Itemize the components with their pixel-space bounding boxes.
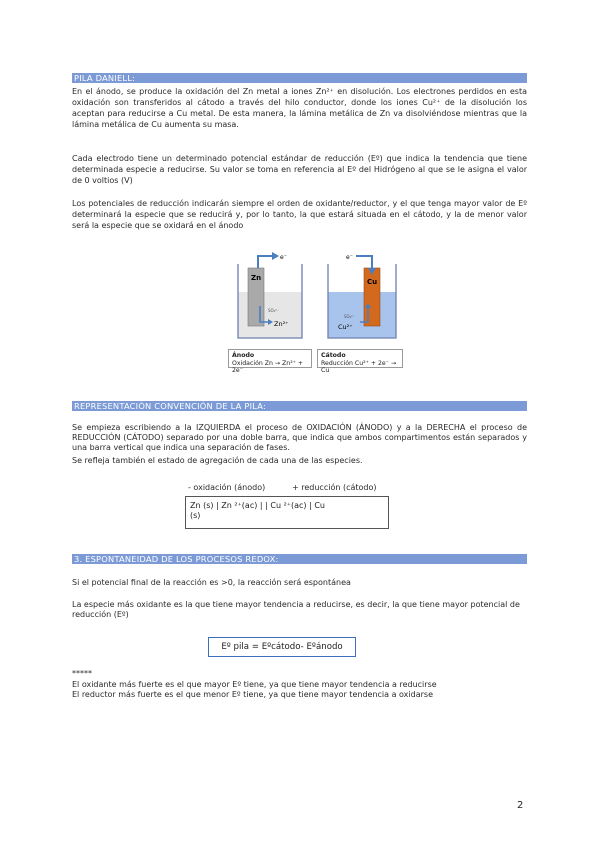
paragraph-anode-oxidation: En el ánodo, se produce la oxidación del Zn metal a iones Zn²⁺ en disolución. Los electrones perdidos en esta oxidación son transferidos al cátodo a través del hilo conductor, donde los iones Cu²⁺ de la disolución los aceptan para reducirse a Cu metal. De esta manera, la lámina metálica de Zn va disolviéndose mientras que la lámina metálica de Cu aumenta su masa. [72, 87, 527, 129]
cathode-title: Cátodo [321, 352, 346, 359]
cell-potential-formula: Eº pila = Eºcátodo- Eºánodo [208, 637, 356, 657]
section-header-representacion: REPRESENTACIÓN CONVENCIÓN DE LA PILA: [72, 401, 527, 411]
paragraph-strongest-oxidant: El oxidante más fuerte es el que mayor Eº tiene, ya que tiene mayor tendencia a reducirse [72, 680, 437, 689]
cathode-note [317, 349, 403, 374]
paragraph-convention: Se empieza escribiendo a la IZQUIERDA el proceso de OXIDACIÓN (ÁNODO) y a la DERECHA el proceso de REDUCCIÓN (CÁTODO) separado por una doble barra, que indica que ambos compartimentos están separados y una barra vertical que indica una separación de fases. [72, 423, 527, 452]
cu-ion-label: Cu²⁺ [338, 323, 353, 331]
paragraph-reduction-potentials: Los potenciales de reducción indicarán siempre el orden de oxidante/reductor, y el que tenga mayor valor de Eº determinará la especie que se reducirá y, por lo tanto, la que estará situada en el cátodo, y la de menor valor será la especie que se oxidará en el ánodo [72, 199, 527, 230]
wire-right [356, 256, 372, 268]
section-header-espontaneidad: 3. ESPONTANEIDAD DE LOS PROCESOS REDOX: [72, 554, 527, 564]
cu-electrode-label: Cu [367, 278, 378, 286]
cu-sulfate-label: SO₄²⁻ [344, 314, 356, 319]
cell-notation-line: Zn (s) | Zn ²⁺(ac) | | Cu ²⁺(ac) | Cu [190, 501, 325, 510]
wire-left [258, 256, 272, 268]
cathode-equation: Reducción Cu²⁺ + 2e⁻ → Cu [321, 359, 397, 374]
label-oxidation-anode: - oxidación (ánodo) [188, 483, 266, 492]
paragraph-spontaneity: Si el potencial final de la reacción es >0, la reacción será espontánea [72, 578, 351, 587]
anode-title: Ánodo [232, 352, 255, 359]
zn-sulfate-label: SO₄²⁻ [268, 308, 280, 313]
page-number: 2 [517, 800, 524, 811]
anode-equation: Oxidación Zn → Zn²⁺ + 2e⁻ [232, 359, 304, 374]
cell-notation-box [185, 496, 389, 529]
zn-ion-label: Zn²⁺ [274, 320, 289, 328]
paragraph-oxidizing-species: La especie más oxidante es la que tiene mayor tendencia a reducirse, es decir, la que tiene mayor potencial de reducción (Eº) [72, 600, 520, 619]
electron-label-left: e⁻ [280, 254, 287, 261]
zn-electrode-label: Zn [251, 274, 262, 282]
cu-electrode [364, 268, 380, 326]
cu-solution [328, 292, 396, 338]
anode-note [228, 349, 312, 374]
paragraph-standard-potential: Cada electrodo tiene un determinado potencial estándar de reducción (Eº) que indica la tendencia que tiene determinada especie a reducirse. Su valor se toma en referencia al Eº del Hidrógeno al que se le asigna el valor de 0 voltios (V) [72, 154, 527, 185]
cell-notation-line-2: (s) [190, 511, 201, 520]
section-header-pila-daniell: PILA DANIELL: [72, 73, 527, 83]
label-reduction-cathode: + reducción (cátodo) [292, 483, 377, 492]
paragraph-aggregation-state: Se refleja también el estado de agregación de cada una de las especies. [72, 456, 363, 465]
zn-solution [238, 292, 302, 338]
paragraph-strongest-reductant: El reductor más fuerte es el que menor Eº tiene, ya que tiene mayor tendencia a oxidarse [72, 690, 433, 699]
electron-label-right: e⁻ [346, 254, 353, 261]
stars-divider: ***** [72, 669, 92, 678]
